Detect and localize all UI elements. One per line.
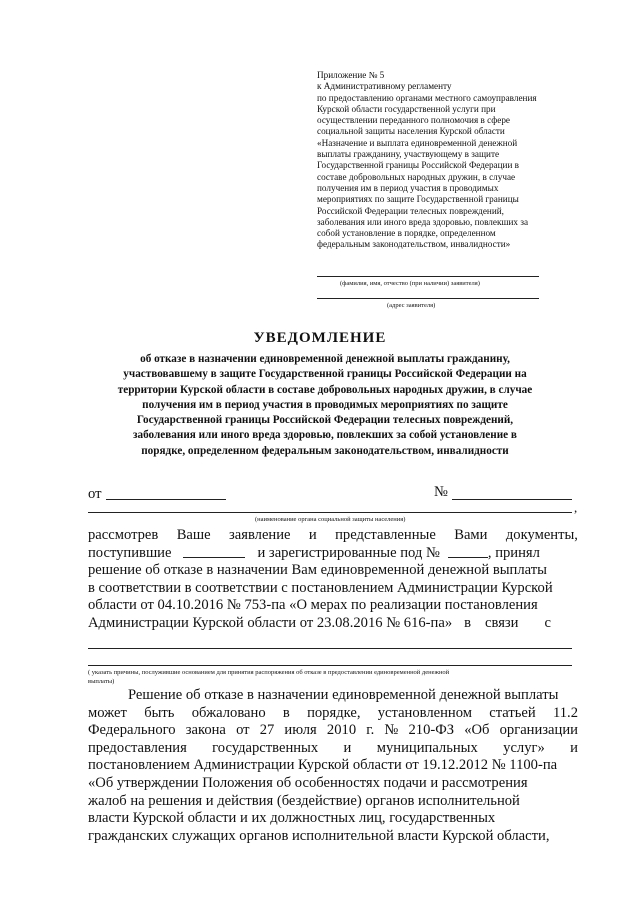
appendix-line: составе добровольных народных дружин, в случае — [317, 171, 516, 182]
appendix-line: Российской Федерации телесных повреждений, — [317, 205, 504, 216]
appendix-line: Курской области государственной услуги при — [317, 103, 496, 114]
registration-number-blank — [448, 545, 488, 558]
appendix-line: осуществлении переданного полномочия в сфере — [317, 115, 510, 126]
decision-line: рассмотрев Ваше заявление и представленные Вами документы, — [88, 527, 578, 543]
subtitle-line: получения им в период участия в проводимых мероприятиях по защите — [142, 398, 508, 411]
subtitle-line: участвовавшему в защите Государственной границы Российской Федерации на — [123, 368, 527, 381]
appeal-line: гражданских служащих органов исполнительной власти Курской области, — [88, 827, 550, 844]
subtitle-line: территории Курской области в составе добровольных народных дружин, в случае — [117, 383, 533, 396]
appendix-line: к Административному регламенту — [317, 81, 452, 92]
appendix-line: выплаты гражданину, участвующему в защите — [317, 149, 500, 160]
subtitle-line: порядке, определенном федеральным законодательством, инвалидности — [141, 444, 509, 457]
applicant-address-line — [317, 298, 539, 299]
appeal-line: Решение об отказе в назначении единовременной денежной выплаты — [128, 687, 559, 703]
number-field-line — [452, 499, 572, 500]
appeal-line: постановлением Администрации Курской области от 19.12.2012 № 1100-па — [88, 757, 558, 774]
appendix-line: по предоставлению органами местного самоуправления — [317, 92, 537, 103]
received-date-blank — [183, 545, 245, 558]
appendix-line: социальной защиты населения Курской области — [317, 126, 505, 137]
applicant-name-line — [317, 276, 539, 277]
decision-line: в соответствии в соответствии с постановлением Администрации Курской — [88, 579, 553, 596]
org-caption: (наименование органа социальной защиты населения) — [255, 516, 406, 523]
appeal-paragraph — [88, 687, 578, 845]
document-subtitle — [80, 352, 570, 459]
appeal-line: может быть обжаловано в порядке, установленном статьей 11.2 — [88, 704, 578, 721]
appendix-line: Государственной границы Российской Федерации в — [317, 160, 519, 171]
date-field-line — [106, 499, 226, 500]
subtitle-line: заболевания или иного вреда здоровью, повлекших за собой установление в — [133, 429, 517, 442]
applicant-name-caption: (фамилия, имя, отчество (при наличии) заявителя) — [340, 280, 480, 287]
decision-paragraph — [88, 527, 578, 633]
reason-line — [88, 648, 572, 649]
appendix-line: собой установление в порядке, определенном — [317, 228, 496, 239]
decision-line: решение об отказе в назначении Вам единовременной денежной выплаты — [88, 562, 547, 579]
appeal-line: власти Курской области и их должностных лиц, государственных — [88, 810, 496, 827]
applicant-address-caption: (адрес заявителя) — [387, 302, 436, 309]
appeal-line: предоставления государственных и муниципальных услуг» и — [88, 739, 578, 756]
appendix-line: «Назначение и выплата единовременной денежной — [317, 137, 518, 148]
decision-line: Администрации Курской области от 23.08.2016 № 616-па» в связи с — [88, 614, 551, 631]
subtitle-line: об отказе в назначении единовременной денежной выплаты гражданину, — [140, 353, 510, 365]
from-label: от — [88, 486, 102, 502]
appendix-line: мероприятиях по защите Государственной границы — [317, 194, 519, 205]
appeal-line: Федерального закона от 27 июля 2010 г. № 210-ФЗ «Об организации — [88, 722, 578, 739]
appendix-line: федеральным законодательством, инвалидности» — [317, 239, 511, 250]
appendix-line: получения им в период участия в проводимых — [317, 182, 499, 193]
appendix-line: заболевания или иного вреда здоровью, повлекших за — [317, 216, 529, 227]
reason-caption-line: ( указать причины, послужившие основанием для принятия распоряжения об отказе в предоставлении единовременной денежной — [88, 669, 450, 676]
reason-line — [88, 665, 572, 666]
reason-caption-line: выплаты) — [88, 677, 115, 685]
subtitle-line: Государственной границы Российской Федерации телесных повреждений, — [136, 414, 514, 427]
appendix-header — [317, 70, 582, 251]
appendix-line: Приложение № 5 — [317, 70, 385, 80]
reason-caption — [88, 669, 449, 686]
appeal-line: жалоб на решения и действия (бездействие) органов исполнительной — [88, 792, 520, 809]
document-title: УВЕДОМЛЕНИЕ — [253, 330, 387, 346]
appeal-line: «Об утверждении Положения об особенностях подачи и рассмотрения — [88, 774, 528, 791]
org-line-comma: , — [574, 500, 578, 515]
decision-line: поступившие и зарегистрированные под № , принял — [88, 544, 540, 561]
org-name-line — [88, 512, 572, 513]
decision-line: области от 04.10.2016 № 753-па «О мерах по реализации постановления — [88, 597, 538, 614]
number-label: № — [434, 484, 448, 500]
